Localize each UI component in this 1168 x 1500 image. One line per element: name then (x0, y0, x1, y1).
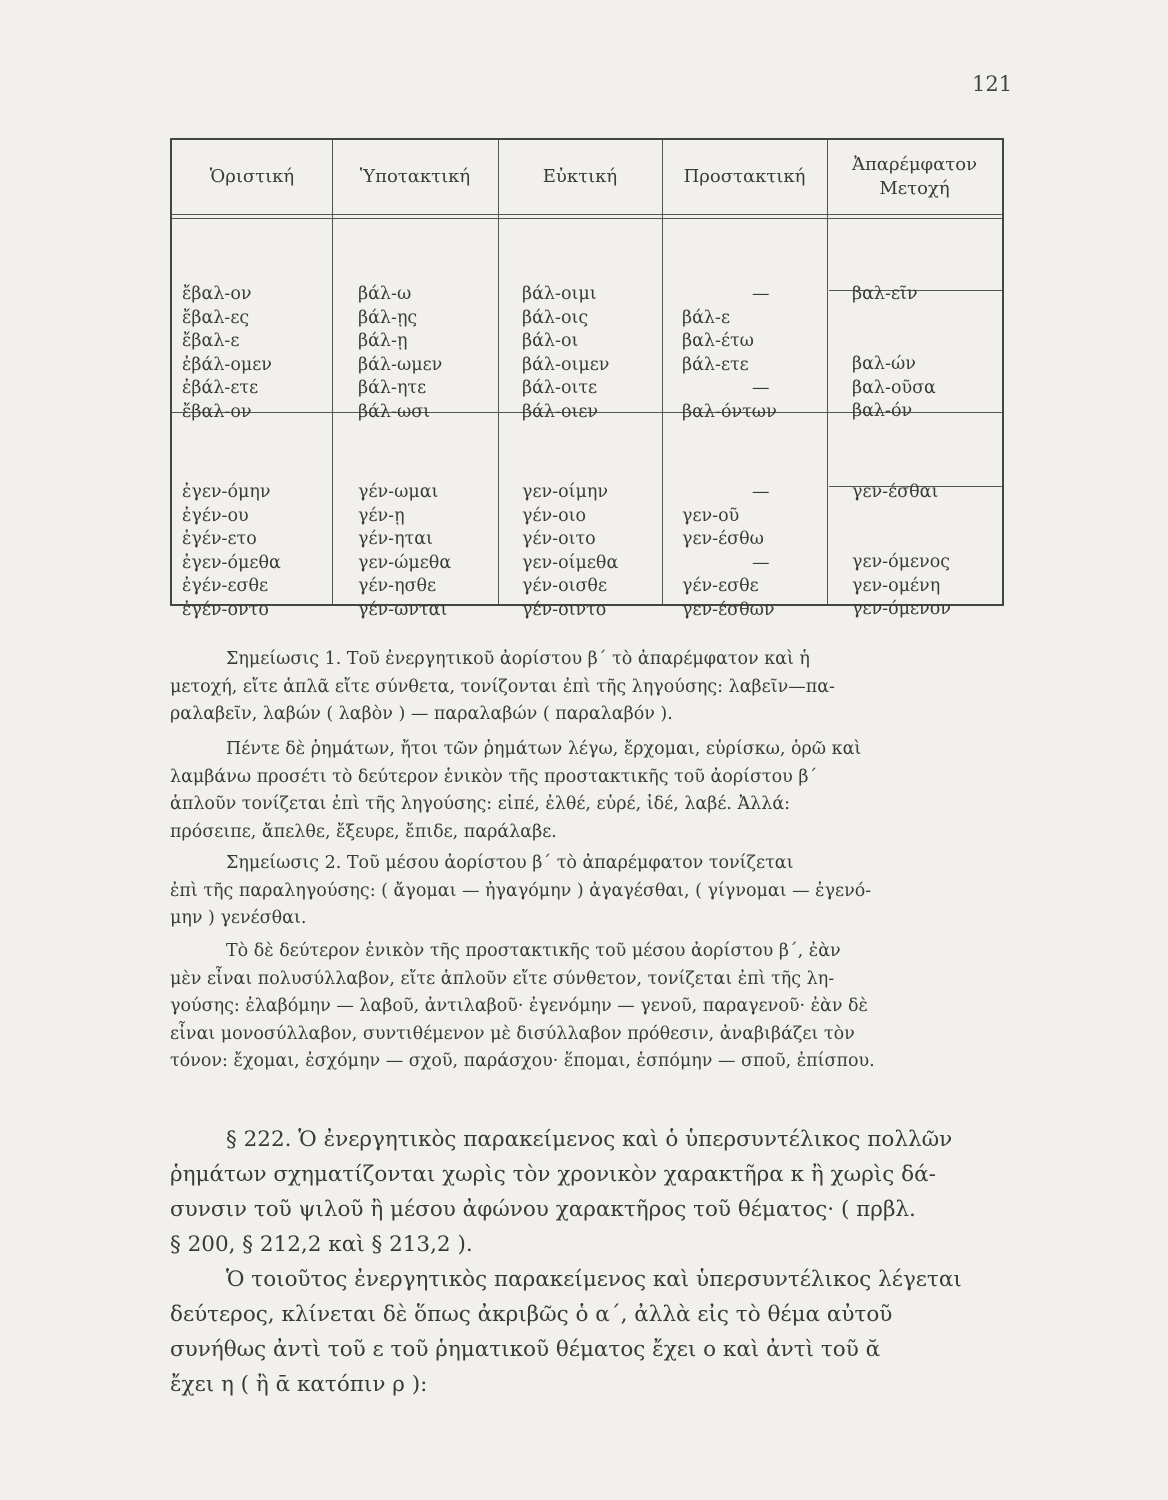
active-infinitive: βαλ-εῖν (852, 284, 918, 304)
text-line: μὲν εἶναι πολυσύλλαβον, εἴτε ἁπλοῦν εἴτε σύνθετον, τονίζεται ἐπὶ τῆς λη- (170, 968, 835, 989)
text-line: Ὁ τοιοῦτος ἐνεργητικὸς παρακείμενος καὶ ὑπερσυντέλικος λέγεται (226, 1267, 962, 1292)
header-indicative: Ὁριστική (209, 166, 295, 187)
header-imperative: Προστακτική (683, 166, 806, 187)
text-line: συνήθως ἀντὶ τοῦ ε τοῦ ῥηματικοῦ θέματος ἔχει ο καὶ ἀντὶ τοῦ ᾰ (170, 1337, 881, 1362)
text-line: ἁπλοῦν τονίζεται ἐπὶ τῆς ληγούσης: εἰπέ, ἐλθέ, εὑρέ, ἰδέ, λαβέ. Ἀλλά: (170, 794, 791, 814)
text-line: Σημείωσις 2. Τοῦ μέσου ἀορίστου β΄ τὸ ἀπαρέμφατον τονίζεται (226, 853, 794, 873)
section-222-continued (170, 1262, 1014, 1402)
text-line: ραλαβεῖν, λαβών ( λαβὸν ) — παραλαβών ( παραλαβόν ). (170, 704, 673, 724)
middle-participle: γεν-όμενος γεν-ομένη γεν-όμενον (852, 552, 951, 619)
active-imperative: — βάλ-ε βαλ-έτω βάλ-ετε — βαλ-όντων (682, 284, 777, 422)
note-2-continued (170, 938, 1014, 1076)
text-line: ῥημάτων σχηματίζονται χωρὶς τὸν χρονικὸν χαρακτῆρα κ ἢ χωρὶς δά- (170, 1162, 936, 1187)
text-line: εἶναι μονοσύλλαβον, συντιθέμενον μὲ δισύλλαβον πρόθεσιν, ἀναβιβάζει τὸν (170, 1023, 855, 1044)
middle-imperative: — γεν-οῦ γεν-έσθω — γέν-εσθε γεν-έσθων (682, 482, 775, 620)
active-subjunctive: βάλ-ω βάλ-ῃς βάλ-ῃ βάλ-ωμεν βάλ-ητε βάλ-ωσι (358, 284, 443, 422)
page-number: 121 (972, 72, 1013, 96)
conjugation-table (170, 138, 1004, 620)
text-line: Σημείωσις 1. Τοῦ ἐνεργητικοῦ ἀορίστου β΄ τὸ ἀπαρέμφατον καὶ ἡ (226, 649, 810, 669)
header-optative: Εὐκτική (542, 166, 618, 187)
text-line: ἔχει η ( ἢ ᾱ κατόπιν ρ ): (170, 1372, 428, 1397)
header-participle: Μετοχή (879, 178, 950, 199)
text-line: § 222. Ὁ ἐνεργητικὸς παρακείμενος καὶ ὁ ὑπερσυντέλικος πολλῶν (226, 1127, 953, 1152)
text-line: λαμβάνω προσέτι τὸ δεύτερον ἑνικὸν τῆς προστακτικῆς τοῦ ἀορίστου β΄ (170, 766, 818, 787)
middle-infinitive: γεν-έσθαι (852, 482, 939, 502)
note-2 (170, 850, 1014, 933)
header-infinitive: Ἀπαρέμφατον (851, 154, 978, 175)
note-1-continued (170, 736, 1014, 846)
active-indicative: ἔβαλ-ον ἔβαλ-ες ἔβαλ-ε ἐβάλ-ομεν ἐβάλ-ετε ἔβαλ-ον (182, 284, 272, 422)
middle-optative: γεν-οίμην γέν-οιο γέν-οιτο γεν-οίμεθα γέν-οισθε γέν-οιντο (522, 482, 619, 620)
active-participle: βαλ-ών βαλ-οῦσα βαλ-όν (852, 354, 936, 421)
header-divider (172, 214, 1002, 219)
text-line: Τὸ δὲ δεύτερον ἑνικὸν τῆς προστακτικῆς τοῦ μέσου ἀορίστου β΄, ἐὰν (226, 941, 841, 961)
text-line: μετοχή, εἴτε ἁπλᾶ εἴτε σύνθετα, τονίζονται ἐπὶ τῆς ληγούσης: λαβεῖν—πα- (170, 676, 835, 697)
text-line: συνσιν τοῦ ψιλοῦ ἢ μέσου ἀφώνου χαρακτῆρος τοῦ θέματος· ( πρβλ. (170, 1197, 916, 1222)
text-line: § 200, § 212,2 καὶ § 213,2 ). (170, 1232, 473, 1257)
middle-subjunctive: γέν-ωμαι γέν-ῃ γέν-ηται γεν-ώμεθα γέν-ησθε γέν-ωνται (358, 482, 452, 620)
text-line: μην ) γενέσθαι. (170, 908, 307, 928)
active-optative: βάλ-οιμι βάλ-οις βάλ-οι βάλ-οιμεν βάλ-οιτε βάλ-οιεν (522, 284, 610, 422)
header-infinitive-participle (827, 140, 1002, 214)
text-line: ἐπὶ τῆς παραληγούσης: ( ἄγομαι — ἠγαγόμην ) ἀγαγέσθαι, ( γίγνομαι — ἐγενό- (170, 880, 872, 901)
text-line: πρόσειπε, ἄπελθε, ἔξευρε, ἔπιδε, παράλαβε. (170, 821, 557, 842)
text-line: Πέντε δὲ ῥημάτων, ἤτοι τῶν ῥημάτων λέγω, ἔρχομαι, εὑρίσκω, ὁρῶ καὶ (226, 739, 862, 759)
section-222 (170, 1122, 1014, 1262)
middle-indicative: ἐγεν-όμην ἐγέν-ου ἐγέν-ετο ἐγεν-όμεθα ἐγέν-εσθε ἐγέν-οντο (182, 482, 281, 620)
text-line: δεύτερος, κλίνεται δὲ ὅπως ἀκριβῶς ὁ α΄, ἀλλὰ εἰς τὸ θέμα αὐτοῦ (170, 1302, 893, 1327)
note-1 (170, 646, 1014, 729)
text-line: τόνον: ἔχομαι, ἐσχόμην — σχοῦ, παράσχου· ἕπομαι, ἑσπόμην — σποῦ, ἐπίσπου. (170, 1051, 875, 1071)
header-subjunctive: Ὑποτακτική (359, 166, 471, 187)
text-line: γούσης: ἐλαβόμην — λαβοῦ, ἀντιλαβοῦ· ἐγενόμην — γενοῦ, παραγενοῦ· ἐὰν δὲ (170, 996, 868, 1016)
